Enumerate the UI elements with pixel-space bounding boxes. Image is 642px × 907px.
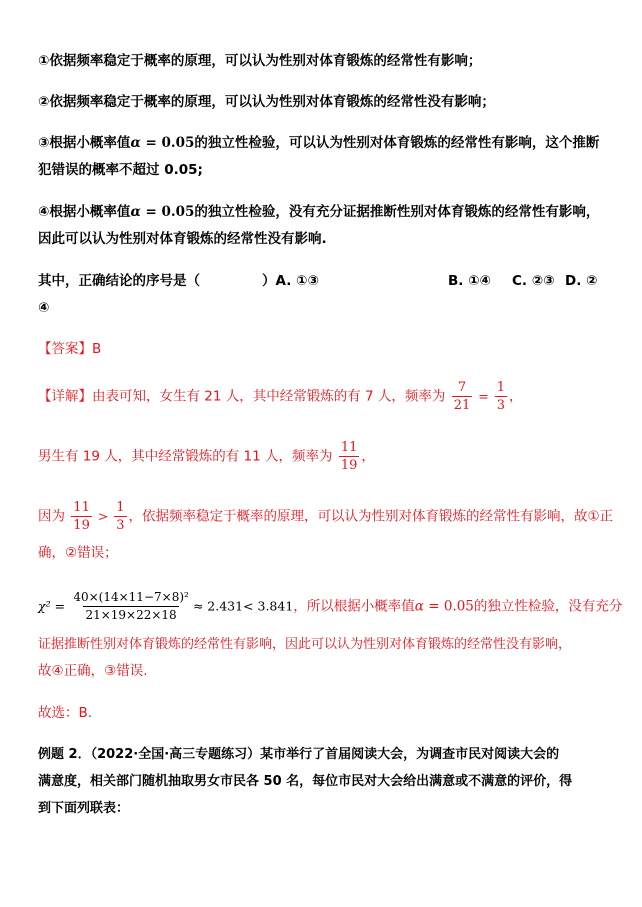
- fraction-1-3: [495, 380, 507, 413]
- option-3-text-b: 的独立性检验，可以认为性别对体育锻炼的经常性有影响，这个推断: [194, 135, 600, 151]
- detail-line-5: 证据推断性别对体育锻炼的经常性有影响，因此可以认为性别对体育锻炼的经常性没有影响，: [38, 637, 572, 652]
- choice-d: D. ②: [565, 273, 598, 289]
- option-1: ①依据频率稳定于概率的原理，可以认为性别对体育锻炼的经常性有影响；: [38, 53, 482, 69]
- example-2-line-1: 例题 2．（2022·全国·高三专题练习）某市举行了首届阅读大会，为调查市民对阅读大会的: [38, 747, 560, 762]
- fraction-1-3: [114, 500, 126, 533]
- numerator: 11: [73, 500, 90, 515]
- numerator: 40×(14×11−7×8)²: [73, 590, 189, 604]
- numerator: 7: [457, 380, 467, 395]
- option-3-text-a: ③根据小概率值: [38, 135, 131, 151]
- numerator: 1: [496, 380, 505, 395]
- detail-text: 【详解】由表可知，女生有 21 人，其中经常锻炼的有 7 人，频率为: [38, 388, 446, 405]
- detail-line-3b: 确，②错误；: [38, 545, 118, 561]
- greater-than-sign: >: [93, 508, 113, 524]
- numerator: 11: [340, 440, 358, 455]
- chi-square-formula: [38, 590, 622, 623]
- option-3-line-1: [38, 134, 599, 152]
- detail-line-2: [38, 440, 375, 473]
- detail-text: ，依据频率稳定于概率的原理，可以认为性别对体育锻炼的经常性有影响，故①正: [128, 508, 614, 525]
- example-2-line-2: 满意度，相关部门随机抽取男女市民各 50 名，每位市民对大会给出满意或不满意的评价，得: [38, 774, 573, 789]
- detail-text: ，所以根据小概率值: [293, 598, 415, 615]
- choice-a: ）A. ①③: [262, 273, 319, 289]
- example-2-line-3: 到下面列联表：: [38, 801, 130, 816]
- approx-result: ≈ 2.431< 3.841: [192, 598, 294, 614]
- chi-square-fraction: [71, 590, 190, 623]
- alpha-symbol: α: [130, 135, 141, 151]
- detail-text: 因为: [38, 508, 65, 525]
- alpha-value: = 0.05: [423, 598, 474, 615]
- equals-sign: =: [474, 388, 493, 404]
- chi-square-lhs: χ² =: [38, 598, 66, 614]
- denominator: 19: [340, 458, 358, 473]
- denominator: 3: [496, 398, 505, 413]
- option-4-line-1: [38, 203, 599, 221]
- choice-c: C. ②③: [512, 273, 555, 289]
- choice-b: B. ①④: [448, 273, 491, 289]
- denominator: 21×19×22×18: [85, 608, 177, 622]
- denominator: 21: [453, 398, 471, 413]
- option-2: ②依据频率稳定于概率的原理，可以认为性别对体育锻炼的经常性没有影响；: [38, 94, 495, 110]
- final-choice: 故选：B.: [38, 705, 93, 721]
- option-4-line-2: 因此可以认为性别对体育锻炼的经常性没有影响.: [38, 231, 327, 247]
- denominator: 3: [116, 518, 125, 533]
- option-3-line-2: 犯错误的概率不超过 0.05;: [38, 162, 203, 178]
- denominator: 19: [73, 518, 90, 533]
- answer-label: 【答案】B: [38, 341, 102, 357]
- fraction-7-21: [452, 380, 473, 413]
- detail-line-3: [38, 500, 613, 533]
- option-4-text-a: ④根据小概率值: [38, 204, 131, 220]
- choice-d-continued: ④: [38, 300, 50, 316]
- fraction-11-19: [339, 440, 360, 473]
- comma: ，: [508, 388, 523, 405]
- detail-text: 的独立性检验，没有充分: [473, 598, 623, 615]
- detail-text: 男生有 19 人，其中经常锻炼的有 11 人，频率为: [38, 448, 333, 465]
- fraction-11-19: [71, 500, 92, 533]
- question-stem: 其中，正确结论的序号是（: [38, 273, 200, 289]
- alpha-value: = 0.05: [140, 204, 195, 220]
- comma: ，: [361, 448, 375, 465]
- alpha-symbol: α: [130, 204, 141, 220]
- alpha-value: = 0.05: [140, 135, 195, 151]
- numerator: 1: [116, 500, 125, 515]
- alpha-symbol: α: [414, 598, 424, 615]
- detail-line-1: [38, 380, 522, 413]
- detail-line-6: 故④正确，③错误.: [38, 663, 148, 679]
- option-4-text-b: 的独立性检验，没有充分证据推断性别对体育锻炼的经常性有影响，: [194, 204, 600, 220]
